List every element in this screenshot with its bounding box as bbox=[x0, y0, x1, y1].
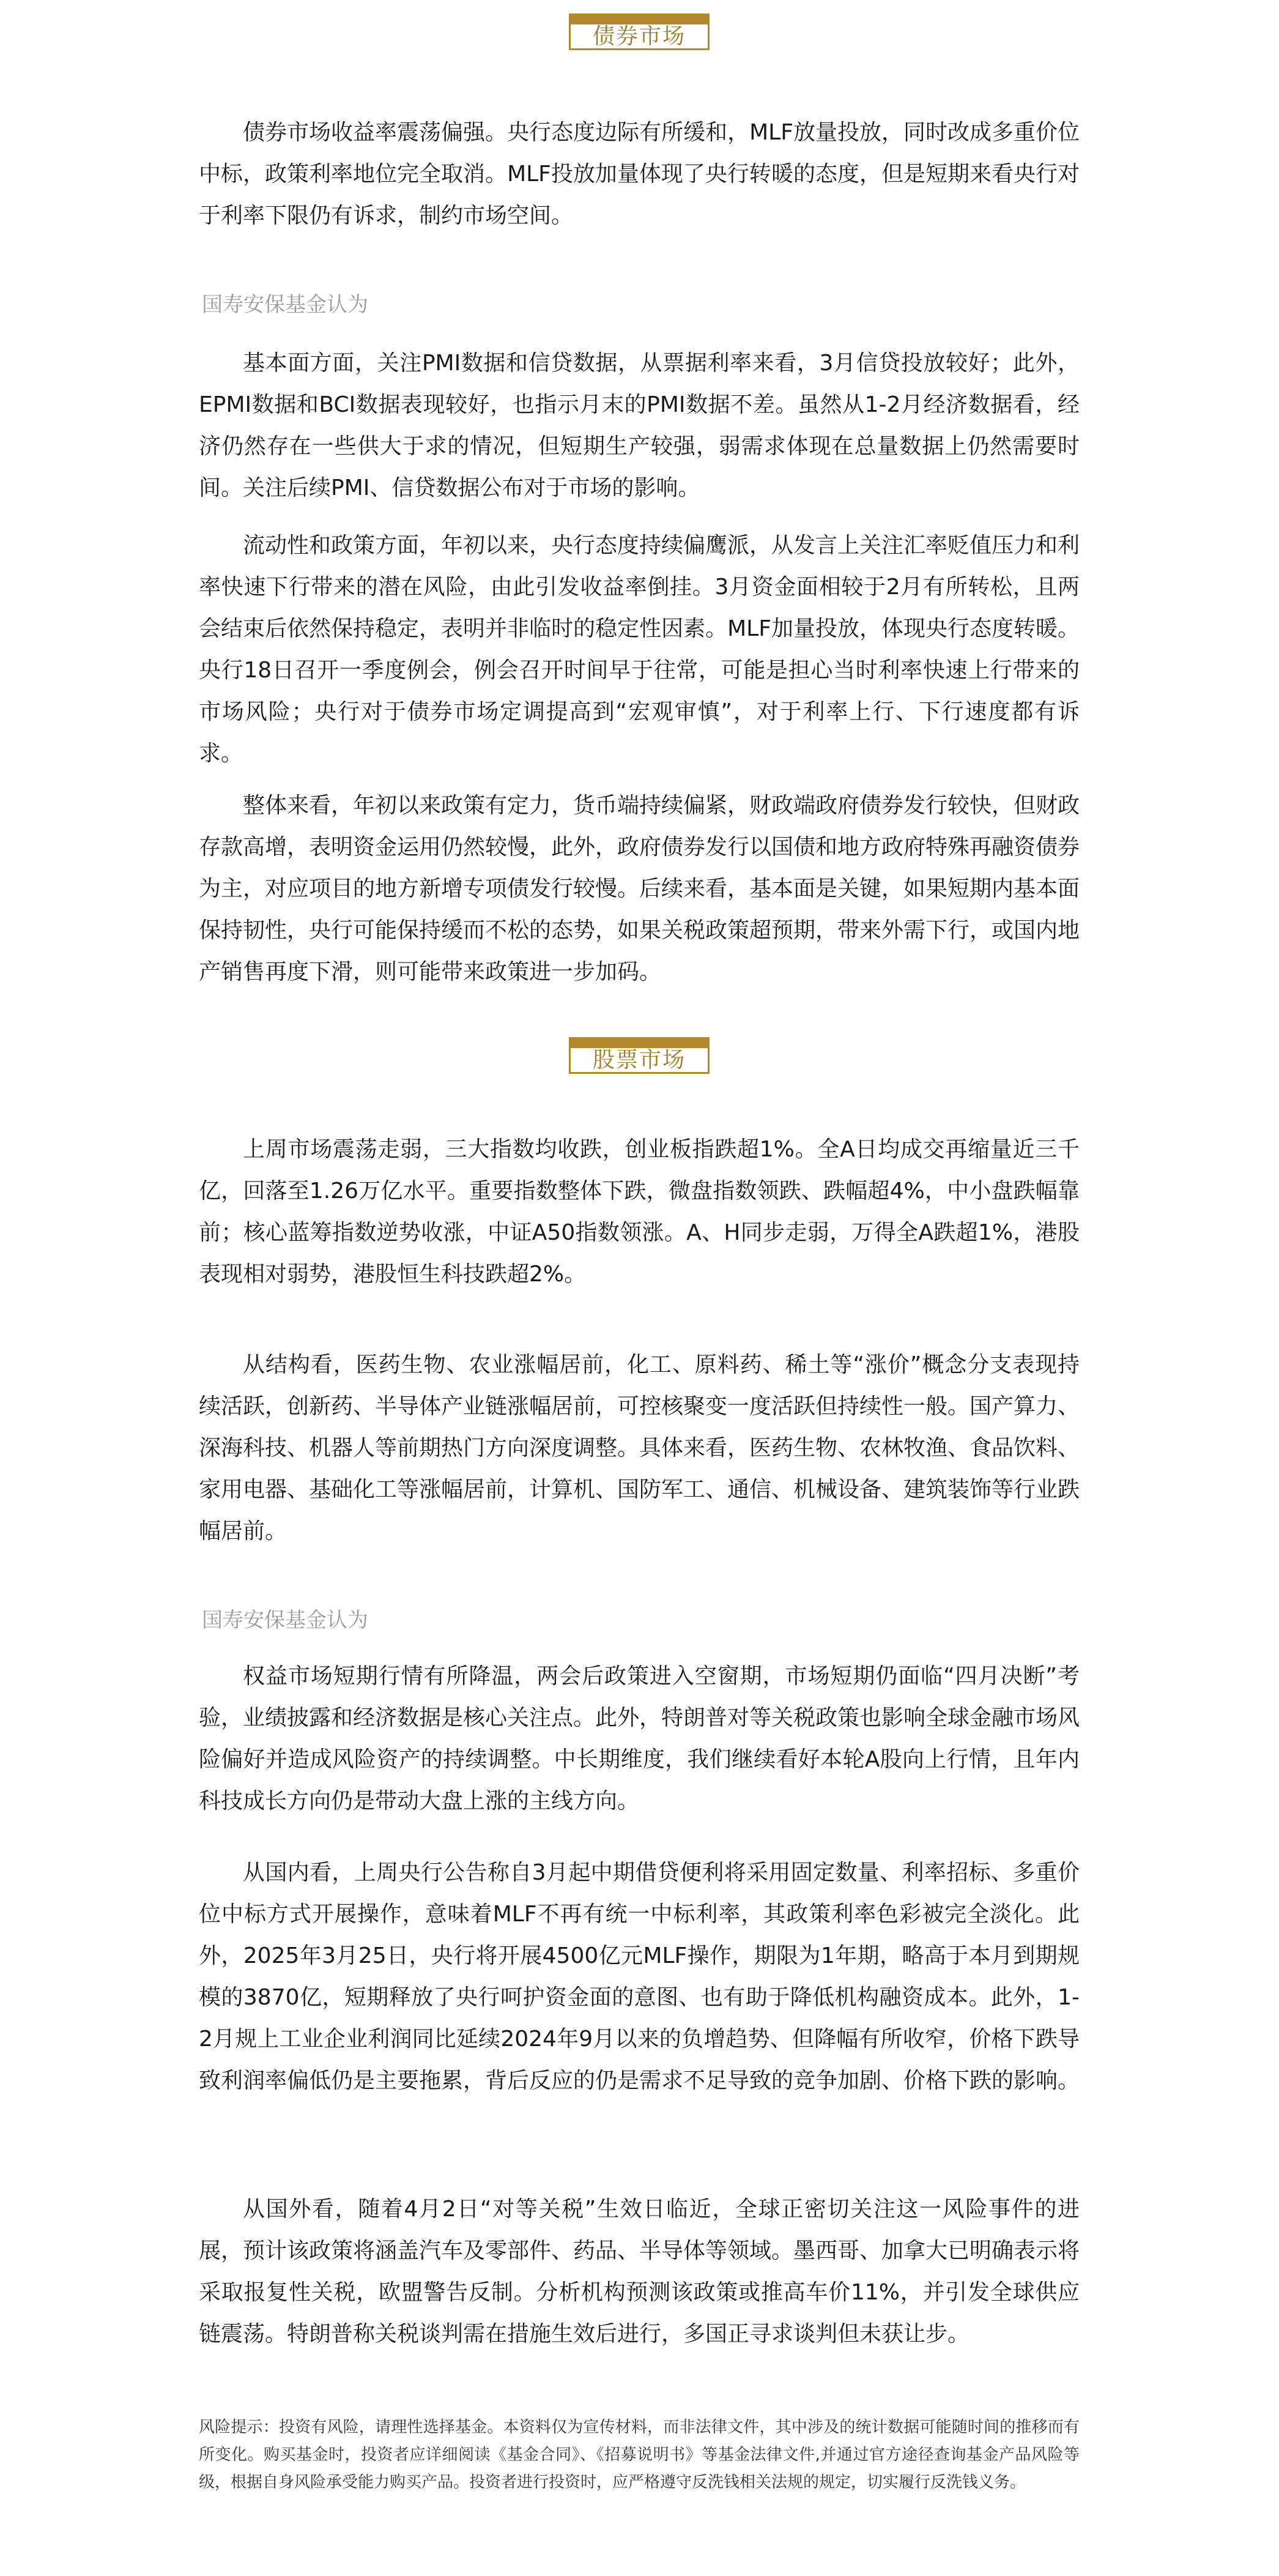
bond-intro-paragraph: 债券市场收益率震荡偏强。央行态度边际有所缓和，MLF放量投放，同时改成多重价位中标，政策利率地位完全取消。MLF投放加量体现了央行转暖的态度，但是短期来看央行对于利率下限仍有诉求，制约市场空间。 bbox=[199, 120, 1080, 228]
bond-paragraph-fundamentals: 基本面方面，关注PMI数据和信贷数据，从票据利率来看，3月信贷投放较好；此外，EPMI数据和BCI数据表现较好，也指示月末的PMI数据不差。虽然从1-2月经济数据看，经济仍然存在一些供大于求的情况，但短期生产较强，弱需求体现在总量数据上仍然需要时间。关注后续PMI、信贷数据公布对于市场的影响。 bbox=[199, 351, 1080, 501]
risk-disclaimer: 风险提示：投资有风险，请理性选择基金。本资料仅为宣传材料，而非法律文件，其中涉及的统计数据可能随时间的推移而有所变化。购买基金时，投资者应详细阅读《基金合同》、《招募说明书》等基金法律文件,并通过官方途径查询基金产品风险等级，根据自身风险承受能力购买产品。投资者进行投资时，应严格遵守反洗钱相关法规的规定，切实履行反洗钱义务。 bbox=[199, 2418, 1080, 2492]
section-title-bond: 债券市场 bbox=[592, 24, 686, 49]
stock-subheading: 国寿安保基金认为 bbox=[202, 1608, 368, 1632]
bond-paragraph-overall: 整体来看，年初以来政策有定力，货币端持续偏紧，财政端政府债券发行较快，但财政存款高增，表明资金运用仍然较慢，此外，政府债券发行以国债和地方政府特殊再融资债券为主，对应项目的地方新增专项债发行较慢。后续来看，基本面是关键，如果短期内基本面保持韧性，央行可能保持缓而不松的态势，如果关税政策超预期，带来外需下行，或国内地产销售再度下滑，则可能带来政策进一步加码。 bbox=[199, 793, 1080, 985]
stock-intro-paragraph-structure: 从结构看，医药生物、农业涨幅居前，化工、原料药、稀土等“涨价”概念分支表现持续活跃，创新药、半导体产业链涨幅居前，可控核聚变一度活跃但持续性一般。国产算力、深海科技、机器人等前期热门方向深度调整。具体来看，医药生物、农林牧渔、食品饮料、家用电器、基础化工等涨幅居前，计算机、国防军工、通信、机械设备、建筑装饰等行业跌幅居前。 bbox=[199, 1352, 1080, 1544]
bond-paragraph-liquidity-policy: 流动性和政策方面，年初以来，央行态度持续偏鹰派，从发言上关注汇率贬值压力和利率快速下行带来的潜在风险，由此引发收益率倒挂。3月资金面相较于2月有所转松，且两会结束后依然保持稳定，表明并非临时的稳定性因素。MLF加量投放，体现央行态度转暖。央行18日召开一季度例会，例会召开时间早于往常，可能是担心当时利率快速上行带来的市场风险；央行对于债券市场定调提高到“宏观审慎”，对于利率上行、下行速度都有诉求。 bbox=[199, 533, 1080, 766]
bond-subheading: 国寿安保基金认为 bbox=[202, 292, 368, 317]
stock-paragraph-equity-outlook: 权益市场短期行情有所降温，两会后政策进入空窗期，市场短期仍面临“四月决断”考验，业绩披露和经济数据是核心关注点。此外，特朗普对等关税政策也影响全球金融市场风险偏好并造成风险资产的持续调整。中长期维度，我们继续看好本轮A股向上行情，且年内科技成长方向仍是带动大盘上涨的主线方向。 bbox=[199, 1664, 1080, 1814]
stock-paragraph-domestic: 从国内看，上周央行公告称自3月起中期借贷便利将采用固定数量、利率招标、多重价位中标方式开展操作，意味着MLF不再有统一中标利率，其政策利率色彩被完全淡化。此外，2025年3月25日，央行将开展4500亿元MLF操作，期限为1年期，略高于本月到期规模的3870亿，短期释放了央行呵护资金面的意图、也有助于降低机构融资成本。此外，1-2月规上工业企业利润同比延续2024年9月以来的负增趋势、但降幅有所收窄，价格下跌导致利润率偏低仍是主要拖累，背后反应的仍是需求不足导致的竞争加剧、价格下跌的影响。 bbox=[199, 1860, 1080, 2093]
stock-paragraph-overseas: 从国外看，随着4月2日“对等关税”生效日临近，全球正密切关注这一风险事件的进展，预计该政策将涵盖汽车及零部件、药品、半导体等领域。墨西哥、加拿大已明确表示将采取报复性关税，欧盟警告反制。分析机构预测该政策或推高车价11%，并引发全球供应链震荡。特朗普称关税谈判需在措施生效后进行，多国正寻求谈判但未获让步。 bbox=[199, 2197, 1080, 2347]
section-badge-stock-market bbox=[569, 1037, 710, 1074]
section-badge-bond-market bbox=[569, 13, 710, 50]
stock-intro-paragraph-market: 上周市场震荡走弱，三大指数均收跌，创业板指跌超1%。全A日均成交再缩量近三千亿，回落至1.26万亿水平。重要指数整体下跌，微盘指数领跌、跌幅超4%，中小盘跌幅靠前；核心蓝筹指数逆势收涨，中证A50指数领涨。A、H同步走弱，万得全A跌超1%，港股表现相对弱势，港股恒生科技跌超2%。 bbox=[199, 1137, 1080, 1287]
section-title-stock: 股票市场 bbox=[592, 1048, 686, 1073]
